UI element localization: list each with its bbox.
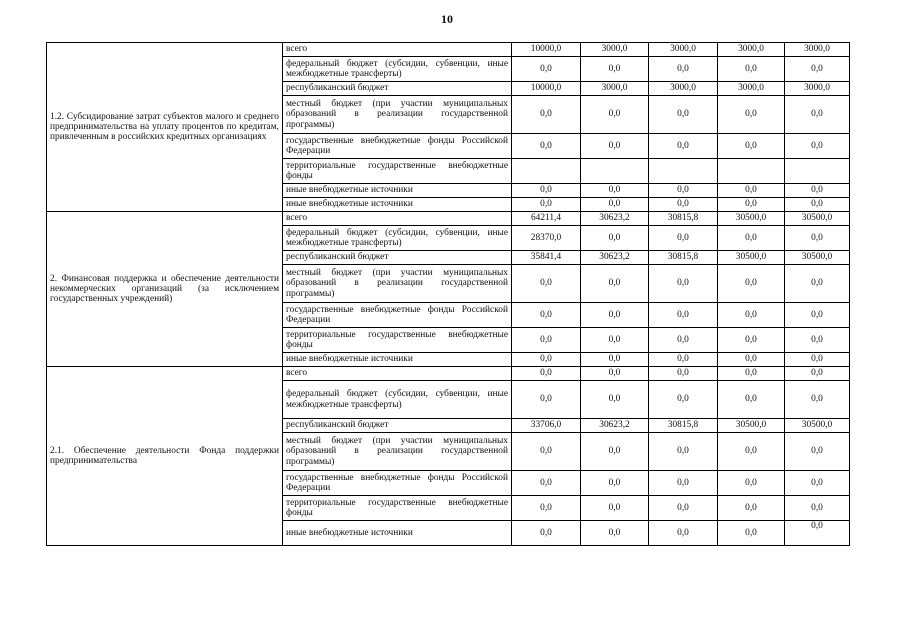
value-cell: 0,0 — [718, 433, 785, 471]
value-cell: 0,0 — [649, 496, 718, 521]
value-cell: 0,0 — [512, 184, 581, 198]
value-cell: 0,0 — [512, 367, 581, 381]
value-cell: 0,0 — [785, 303, 850, 328]
value-cell: 0,0 — [512, 381, 581, 419]
value-cell — [512, 159, 581, 184]
value-cell: 10000,0 — [512, 82, 581, 96]
value-cell: 0,0 — [785, 328, 850, 353]
value-cell: 0,0 — [718, 96, 785, 134]
value-cell: 0,0 — [512, 265, 581, 303]
value-cell: 0,0 — [512, 471, 581, 496]
value-cell: 0,0 — [581, 265, 649, 303]
value-cell: 0,0 — [718, 226, 785, 251]
value-cell: 0,0 — [785, 134, 850, 159]
funding-source: территориальные государственные внебюджетные фонды — [283, 328, 512, 353]
value-cell: 0,0 — [649, 353, 718, 367]
funding-source: иные внебюджетные источники — [283, 198, 512, 212]
value-cell: 30623,2 — [581, 419, 649, 433]
funding-source: местный бюджет (при участии муниципальных образований в реализации государственной программы) — [283, 265, 512, 303]
value-cell: 0,0 — [512, 521, 581, 546]
value-cell: 0,0 — [785, 265, 850, 303]
funding-source: иные внебюджетные источники — [283, 184, 512, 198]
value-cell: 0,0 — [581, 367, 649, 381]
funding-source: всего — [283, 43, 512, 57]
value-cell: 3000,0 — [718, 43, 785, 57]
value-cell: 0,0 — [649, 265, 718, 303]
value-cell: 0,0 — [581, 184, 649, 198]
funding-source: республиканский бюджет — [283, 251, 512, 265]
value-cell: 0,0 — [718, 353, 785, 367]
table-row — [47, 212, 850, 226]
value-cell: 3000,0 — [581, 82, 649, 96]
value-cell: 0,0 — [581, 433, 649, 471]
funding-source: территориальные государственные внебюджетные фонды — [283, 496, 512, 521]
funding-source: иные внебюджетные источники — [283, 521, 512, 546]
value-cell: 0,0 — [785, 521, 850, 546]
value-cell: 0,0 — [581, 353, 649, 367]
value-cell: 0,0 — [581, 496, 649, 521]
value-cell: 0,0 — [649, 226, 718, 251]
value-cell: 0,0 — [649, 96, 718, 134]
value-cell: 30623,2 — [581, 251, 649, 265]
value-cell: 0,0 — [649, 57, 718, 82]
value-cell: 30815,8 — [649, 212, 718, 226]
value-cell: 30500,0 — [785, 212, 850, 226]
value-cell: 0,0 — [581, 471, 649, 496]
value-cell: 0,0 — [785, 381, 850, 419]
value-cell: 3000,0 — [649, 43, 718, 57]
value-cell: 3000,0 — [718, 82, 785, 96]
funding-source: государственные внебюджетные фонды Российской Федерации — [283, 303, 512, 328]
value-cell — [581, 159, 649, 184]
value-cell: 0,0 — [512, 353, 581, 367]
value-cell: 0,0 — [581, 96, 649, 134]
value-cell: 0,0 — [718, 367, 785, 381]
value-cell: 3000,0 — [581, 43, 649, 57]
value-cell: 0,0 — [649, 198, 718, 212]
value-cell: 0,0 — [581, 57, 649, 82]
value-cell: 0,0 — [718, 521, 785, 546]
value-cell: 0,0 — [785, 57, 850, 82]
value-cell: 0,0 — [718, 134, 785, 159]
value-cell: 0,0 — [649, 134, 718, 159]
value-cell: 0,0 — [581, 521, 649, 546]
value-cell: 30623,2 — [581, 212, 649, 226]
value-cell: 0,0 — [512, 198, 581, 212]
value-cell: 0,0 — [785, 471, 850, 496]
funding-source: территориальные государственные внебюджетные фонды — [283, 159, 512, 184]
funding-source: государственные внебюджетные фонды Российской Федерации — [283, 471, 512, 496]
funding-source: государственные внебюджетные фонды Российской Федерации — [283, 134, 512, 159]
value-cell: 3000,0 — [785, 43, 850, 57]
value-cell: 0,0 — [785, 198, 850, 212]
value-cell: 10000,0 — [512, 43, 581, 57]
value-cell: 0,0 — [512, 496, 581, 521]
value-cell: 0,0 — [718, 57, 785, 82]
value-cell: 0,0 — [649, 367, 718, 381]
section-name: 2.1. Обеспечение деятельности Фонда поддержки предпринимательства — [47, 367, 283, 546]
value-cell: 0,0 — [785, 353, 850, 367]
value-cell: 64211,4 — [512, 212, 581, 226]
page-number: 10 — [441, 12, 453, 26]
value-cell: 0,0 — [581, 226, 649, 251]
funding-source: всего — [283, 367, 512, 381]
funding-source: федеральный бюджет (субсидии, субвенции, иные межбюджетные трансферты) — [283, 226, 512, 251]
value-cell: 3000,0 — [649, 82, 718, 96]
value-cell: 0,0 — [649, 328, 718, 353]
value-cell: 35841,4 — [512, 251, 581, 265]
value-cell: 0,0 — [512, 433, 581, 471]
budget-table — [46, 42, 850, 546]
value-cell: 0,0 — [581, 303, 649, 328]
value-cell: 0,0 — [649, 521, 718, 546]
table-row — [47, 367, 850, 381]
value-cell: 0,0 — [785, 96, 850, 134]
funding-source: республиканский бюджет — [283, 419, 512, 433]
value-cell: 0,0 — [581, 198, 649, 212]
funding-source: федеральный бюджет (субсидии, субвенции, иные межбюджетные трансферты) — [283, 381, 512, 419]
value-cell: 0,0 — [785, 433, 850, 471]
value-cell: 30500,0 — [785, 419, 850, 433]
value-cell: 28370,0 — [512, 226, 581, 251]
value-cell: 0,0 — [649, 381, 718, 419]
value-cell: 0,0 — [718, 265, 785, 303]
funding-source: местный бюджет (при участии муниципальных образований в реализации государственной программы) — [283, 96, 512, 134]
value-cell: 0,0 — [718, 471, 785, 496]
value-cell: 3000,0 — [785, 82, 850, 96]
value-cell: 0,0 — [581, 328, 649, 353]
value-cell: 0,0 — [649, 471, 718, 496]
value-cell: 0,0 — [785, 367, 850, 381]
value-cell: 30815,8 — [649, 251, 718, 265]
value-cell: 0,0 — [512, 328, 581, 353]
value-cell: 0,0 — [649, 433, 718, 471]
value-cell: 0,0 — [649, 303, 718, 328]
value-cell: 30815,8 — [649, 419, 718, 433]
value-cell: 0,0 — [512, 134, 581, 159]
value-cell: 0,0 — [785, 226, 850, 251]
value-cell: 30500,0 — [785, 251, 850, 265]
funding-source: иные внебюджетные источники — [283, 353, 512, 367]
section-name: 2. Финансовая поддержка и обеспечение деятельности некоммерческих организаций (за исключением государственных учреждений) — [47, 212, 283, 367]
value-cell: 0,0 — [785, 184, 850, 198]
value-cell: 0,0 — [718, 381, 785, 419]
value-cell — [785, 159, 850, 184]
value-cell: 33706,0 — [512, 419, 581, 433]
value-cell: 0,0 — [718, 198, 785, 212]
value-cell: 30500,0 — [718, 251, 785, 265]
value-cell: 0,0 — [785, 496, 850, 521]
value-cell: 0,0 — [718, 184, 785, 198]
value-cell: 0,0 — [512, 57, 581, 82]
value-cell: 0,0 — [581, 381, 649, 419]
funding-source: местный бюджет (при участии муниципальных образований в реализации государственной программы) — [283, 433, 512, 471]
table-row — [47, 43, 850, 57]
value-cell: 30500,0 — [718, 212, 785, 226]
funding-source: республиканский бюджет — [283, 82, 512, 96]
funding-source: всего — [283, 212, 512, 226]
value-cell: 0,0 — [581, 134, 649, 159]
value-cell: 0,0 — [718, 303, 785, 328]
value-cell: 0,0 — [512, 303, 581, 328]
value-cell: 30500,0 — [718, 419, 785, 433]
value-cell: 0,0 — [718, 328, 785, 353]
funding-source: федеральный бюджет (субсидии, субвенции, иные межбюджетные трансферты) — [283, 57, 512, 82]
value-cell: 0,0 — [512, 96, 581, 134]
value-cell: 0,0 — [718, 496, 785, 521]
value-cell — [718, 159, 785, 184]
section-name: 1.2. Субсидирование затрат субъектов малого и среднего предпринимательства на уплату процентов по кредитам, привлеченным в российских кредитных организациях — [47, 43, 283, 212]
value-cell: 0,0 — [649, 184, 718, 198]
value-cell — [649, 159, 718, 184]
